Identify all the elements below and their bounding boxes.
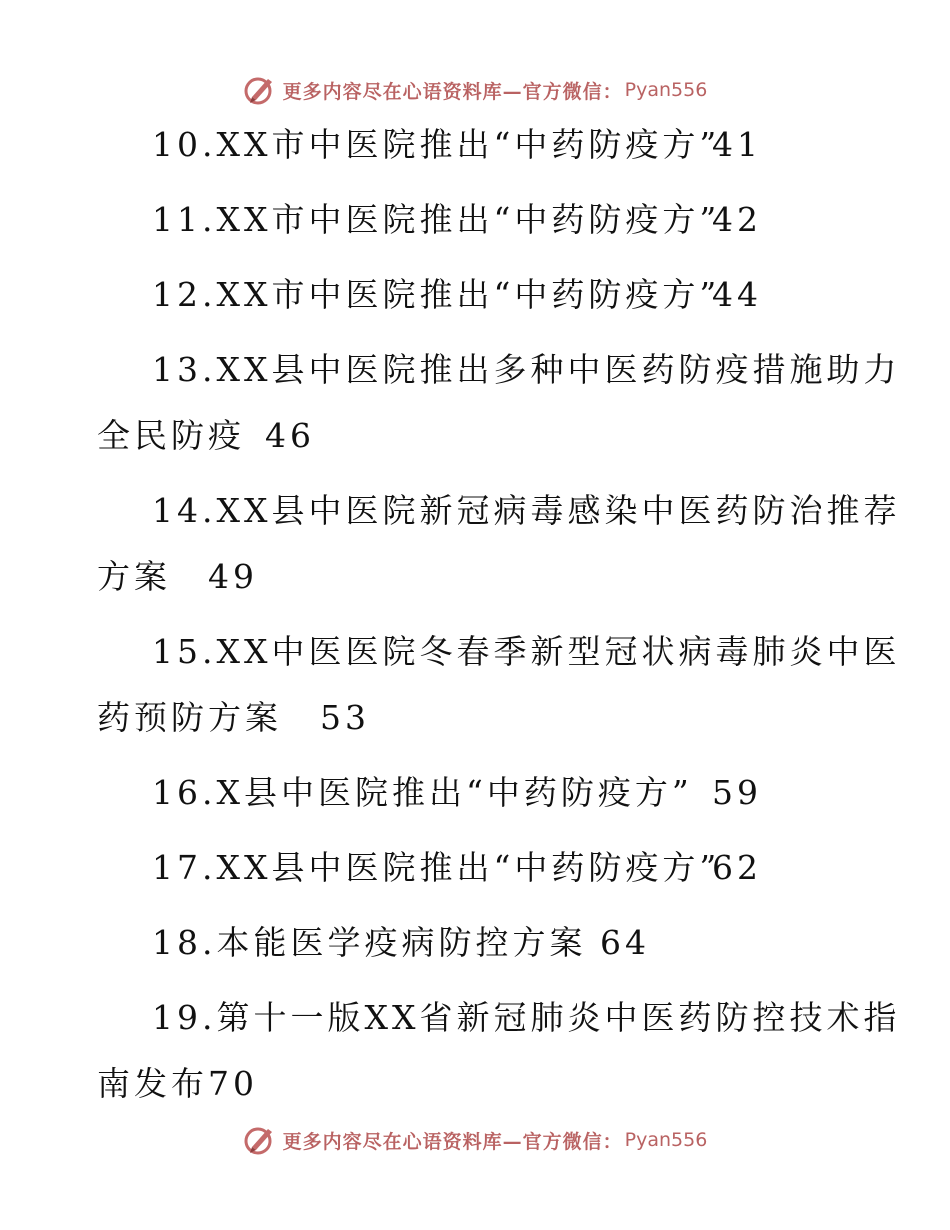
toc-entry-title-cont: 药预防方案 <box>97 698 282 737</box>
pen-logo-icon <box>243 73 277 107</box>
header-banner-text: 更多内容尽在心语资料库—官方微信： <box>282 80 623 103</box>
toc-entry-10[interactable] <box>0 112 950 178</box>
toc-entry-17[interactable] <box>0 835 950 901</box>
toc-entry-page: 41 <box>712 125 762 164</box>
toc-entry-13[interactable] <box>0 337 950 469</box>
toc-entry-page: 49 <box>208 557 258 596</box>
toc-entry-title: 16.X县中医院推出“中药防疫方” <box>152 773 693 812</box>
toc-entry-page: 62 <box>712 848 762 887</box>
toc-entry-page: 64 <box>600 923 650 962</box>
header-banner-id: Pyan556 <box>624 79 708 101</box>
toc-entry-11[interactable] <box>0 187 950 253</box>
toc-entry-title: 17.XX县中医院推出“中药防疫方” <box>152 848 721 887</box>
toc-entry-title: 13.XX县中医院推出多种中医药防疫措施助力 <box>152 350 901 389</box>
footer-watermark-banner <box>0 1120 950 1160</box>
footer-banner-id: Pyan556 <box>624 1129 708 1151</box>
toc-entry-14[interactable] <box>0 478 950 610</box>
toc-entry-title: 10.XX市中医院推出“中药防疫方” <box>152 125 721 164</box>
toc-entry-page: 53 <box>320 698 370 737</box>
toc-entry-page: 59 <box>712 773 762 812</box>
toc-entry-12[interactable] <box>0 262 950 328</box>
toc-entry-19[interactable] <box>0 985 950 1117</box>
toc-entry-15[interactable] <box>0 619 950 751</box>
toc-entry-title: 18.本能医学疫病防控方案 <box>152 923 587 962</box>
toc-entry-18[interactable] <box>0 910 950 976</box>
toc-entry-page: 42 <box>712 200 762 239</box>
toc-entry-page: 70 <box>208 1064 258 1103</box>
toc-entry-title-cont: 南发布 <box>97 1064 208 1103</box>
toc-list <box>0 112 950 1117</box>
header-watermark-banner <box>0 70 950 110</box>
toc-entry-page: 46 <box>265 416 315 455</box>
toc-entry-title: 19.第十一版XX省新冠肺炎中医药防控技术指 <box>152 998 901 1037</box>
pen-logo-icon <box>243 1123 277 1157</box>
toc-entry-title-cont: 全民防疫 <box>97 416 245 455</box>
toc-entry-16[interactable] <box>0 760 950 826</box>
toc-entry-title: 15.XX中医医院冬春季新型冠状病毒肺炎中医 <box>152 632 901 671</box>
toc-entry-page: 44 <box>712 275 762 314</box>
toc-entry-title: 14.XX县中医院新冠病毒感染中医药防治推荐 <box>152 491 901 530</box>
toc-entry-title: 12.XX市中医院推出“中药防疫方” <box>152 275 721 314</box>
toc-entry-title-cont: 方案 <box>97 557 171 596</box>
footer-banner-text: 更多内容尽在心语资料库—官方微信： <box>282 1130 623 1153</box>
toc-entry-title: 11.XX市中医院推出“中药防疫方” <box>152 200 721 239</box>
